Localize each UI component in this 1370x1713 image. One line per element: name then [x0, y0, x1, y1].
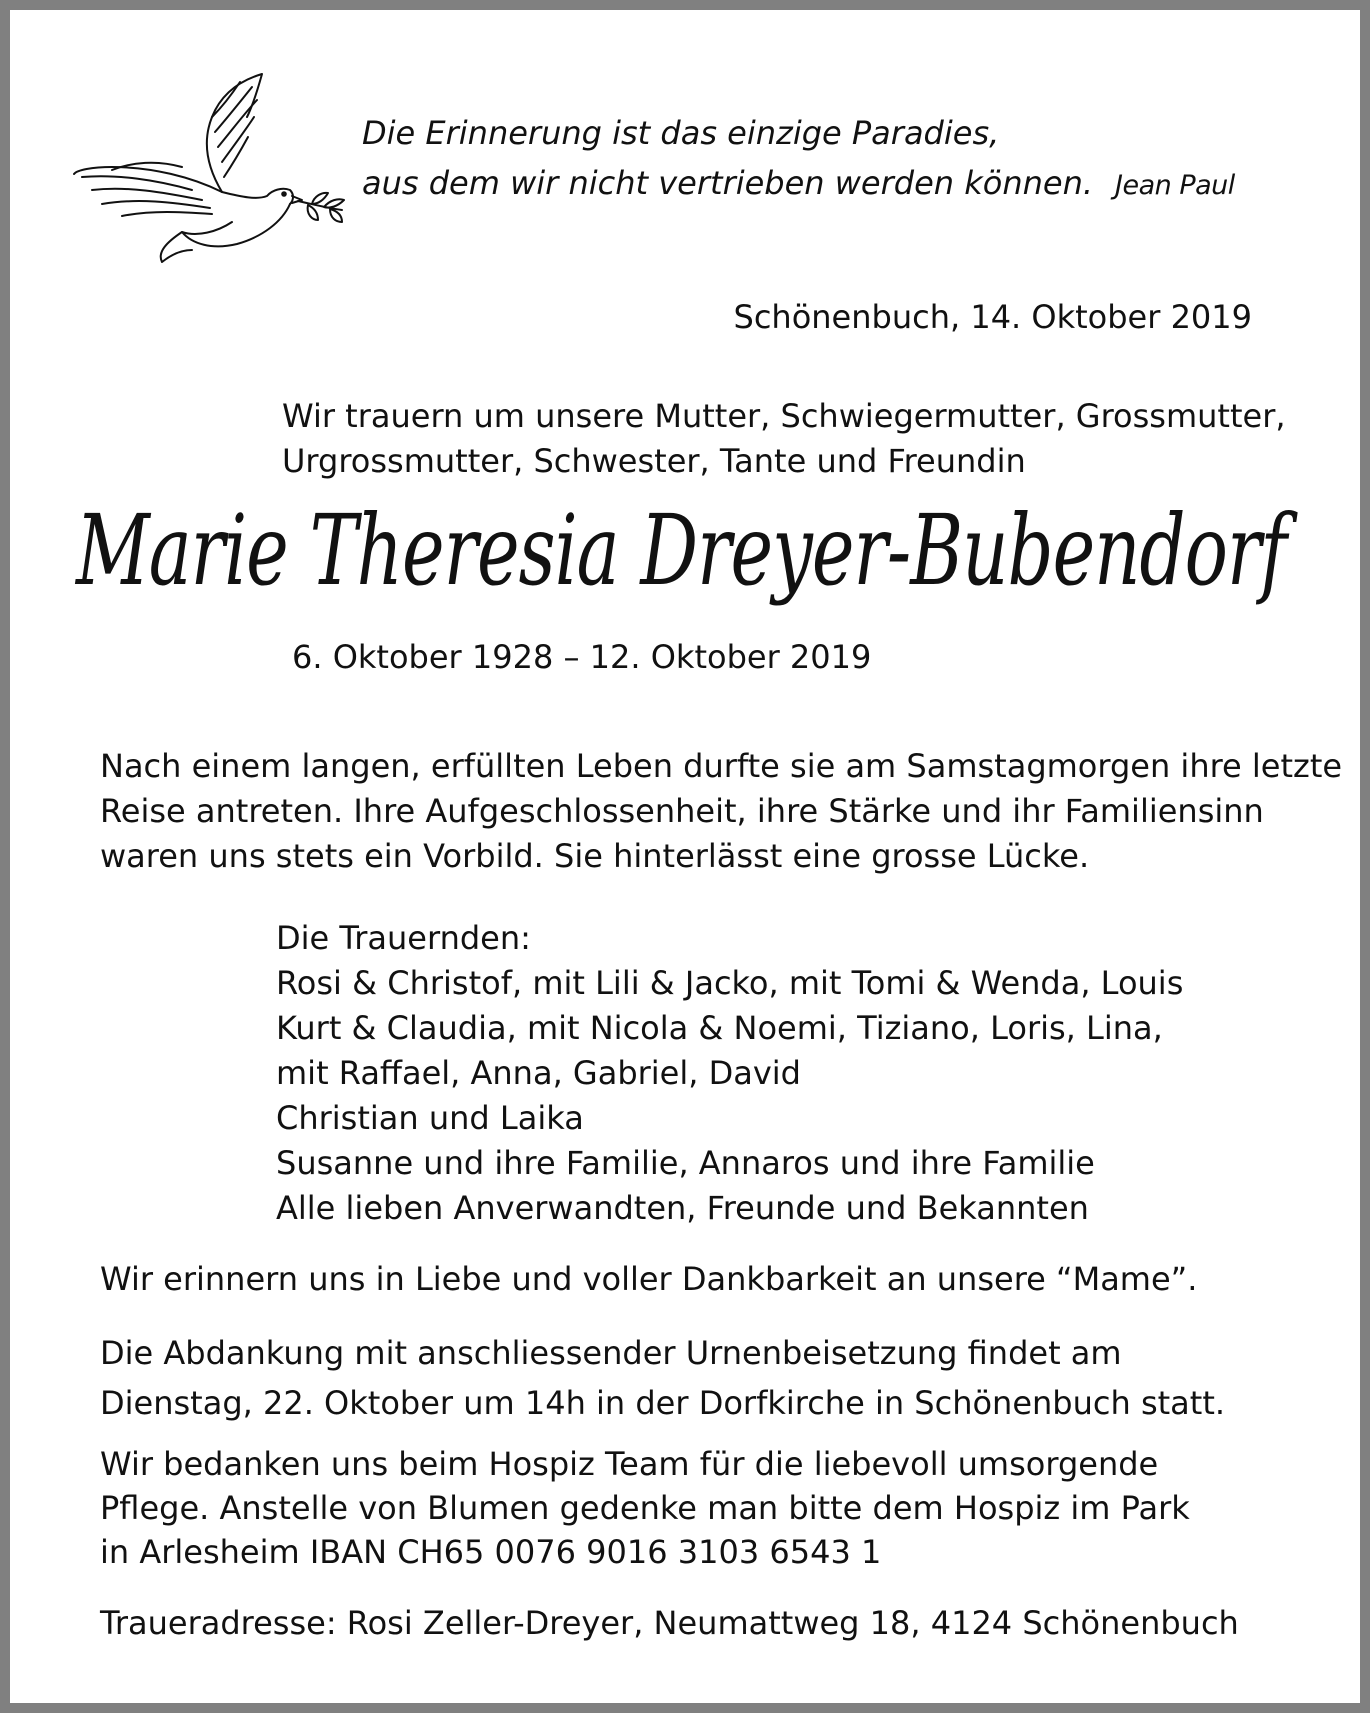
intro-line-2: Urgrossmutter, Schwester, Tante und Freundin [282, 442, 1026, 480]
thanks-paragraph [100, 1442, 1190, 1574]
deceased-name: Marie Theresia Dreyer-Bubendorf [76, 493, 1287, 607]
dove-with-olive-branch-icon [72, 72, 372, 282]
ceremony-line-2: Dienstag, 22. Oktober um 14h in der Dorfkirche in Schönenbuch statt. [100, 1384, 1226, 1422]
mourners-heading: Die Trauernden: [276, 919, 531, 957]
lifespan-dates: 6. Oktober 1928 – 12. Oktober 2019 [292, 638, 872, 676]
body-line-1: Nach einem langen, erfüllten Leben durfte sie am Samstagmorgen ihre letzte [100, 747, 1343, 785]
mourning-address: Traueradresse: Rosi Zeller-Dreyer, Neumattweg 18, 4124 Schönenbuch [100, 1604, 1239, 1642]
mourners-line: Alle lieben Anverwandten, Freunde und Bekannten [276, 1189, 1089, 1227]
thanks-line-1: Wir bedanken uns beim Hospiz Team für die liebevoll umsorgende [100, 1445, 1159, 1483]
mourners-line: Susanne und ihre Familie, Annaros und ihre Familie [276, 1144, 1095, 1182]
mourners-line: Rosi & Christof, mit Lili & Jacko, mit Tomi & Wenda, Louis [276, 964, 1184, 1002]
thanks-line-3: in Arlesheim IBAN CH65 0076 9016 3103 6543 1 [100, 1533, 882, 1571]
mourners-list [276, 916, 1183, 1231]
ceremony-line-1: Die Abdankung mit anschliessender Urnenbeisetzung findet am [100, 1334, 1122, 1372]
mourners-line: Kurt & Claudia, mit Nicola & Noemi, Tiziano, Loris, Lina, [276, 1009, 1163, 1047]
body-line-3: waren uns stets ein Vorbild. Sie hinterlässt eine grosse Lücke. [100, 837, 1090, 875]
mourners-line: mit Raffael, Anna, Gabriel, David [276, 1054, 801, 1092]
body-line-2: Reise antreten. Ihre Aufgeschlossenheit, ihre Stärke und ihr Familiensinn [100, 792, 1264, 830]
place-date: Schönenbuch, 14. Oktober 2019 [733, 298, 1252, 336]
remembrance-line: Wir erinnern uns in Liebe und voller Dankbarkeit an unsere “Mame”. [100, 1260, 1198, 1298]
intro-line-1: Wir trauern um unsere Mutter, Schwiegermutter, Grossmutter, [282, 397, 1286, 435]
quote-line-2 [362, 158, 1235, 211]
thanks-line-2: Pflege. Anstelle von Blumen gedenke man bitte dem Hospiz im Park [100, 1489, 1190, 1527]
quote-line-2-text: aus dem wir nicht vertrieben werden können. [362, 164, 1094, 202]
quote-line-1: Die Erinnerung ist das einzige Paradies, [362, 114, 1000, 152]
quote-author: Jean Paul [1115, 170, 1235, 201]
ceremony-info [100, 1328, 1225, 1428]
life-paragraph [100, 744, 1342, 879]
memorial-quote [362, 108, 1235, 211]
mourners-line: Christian und Laika [276, 1099, 584, 1137]
